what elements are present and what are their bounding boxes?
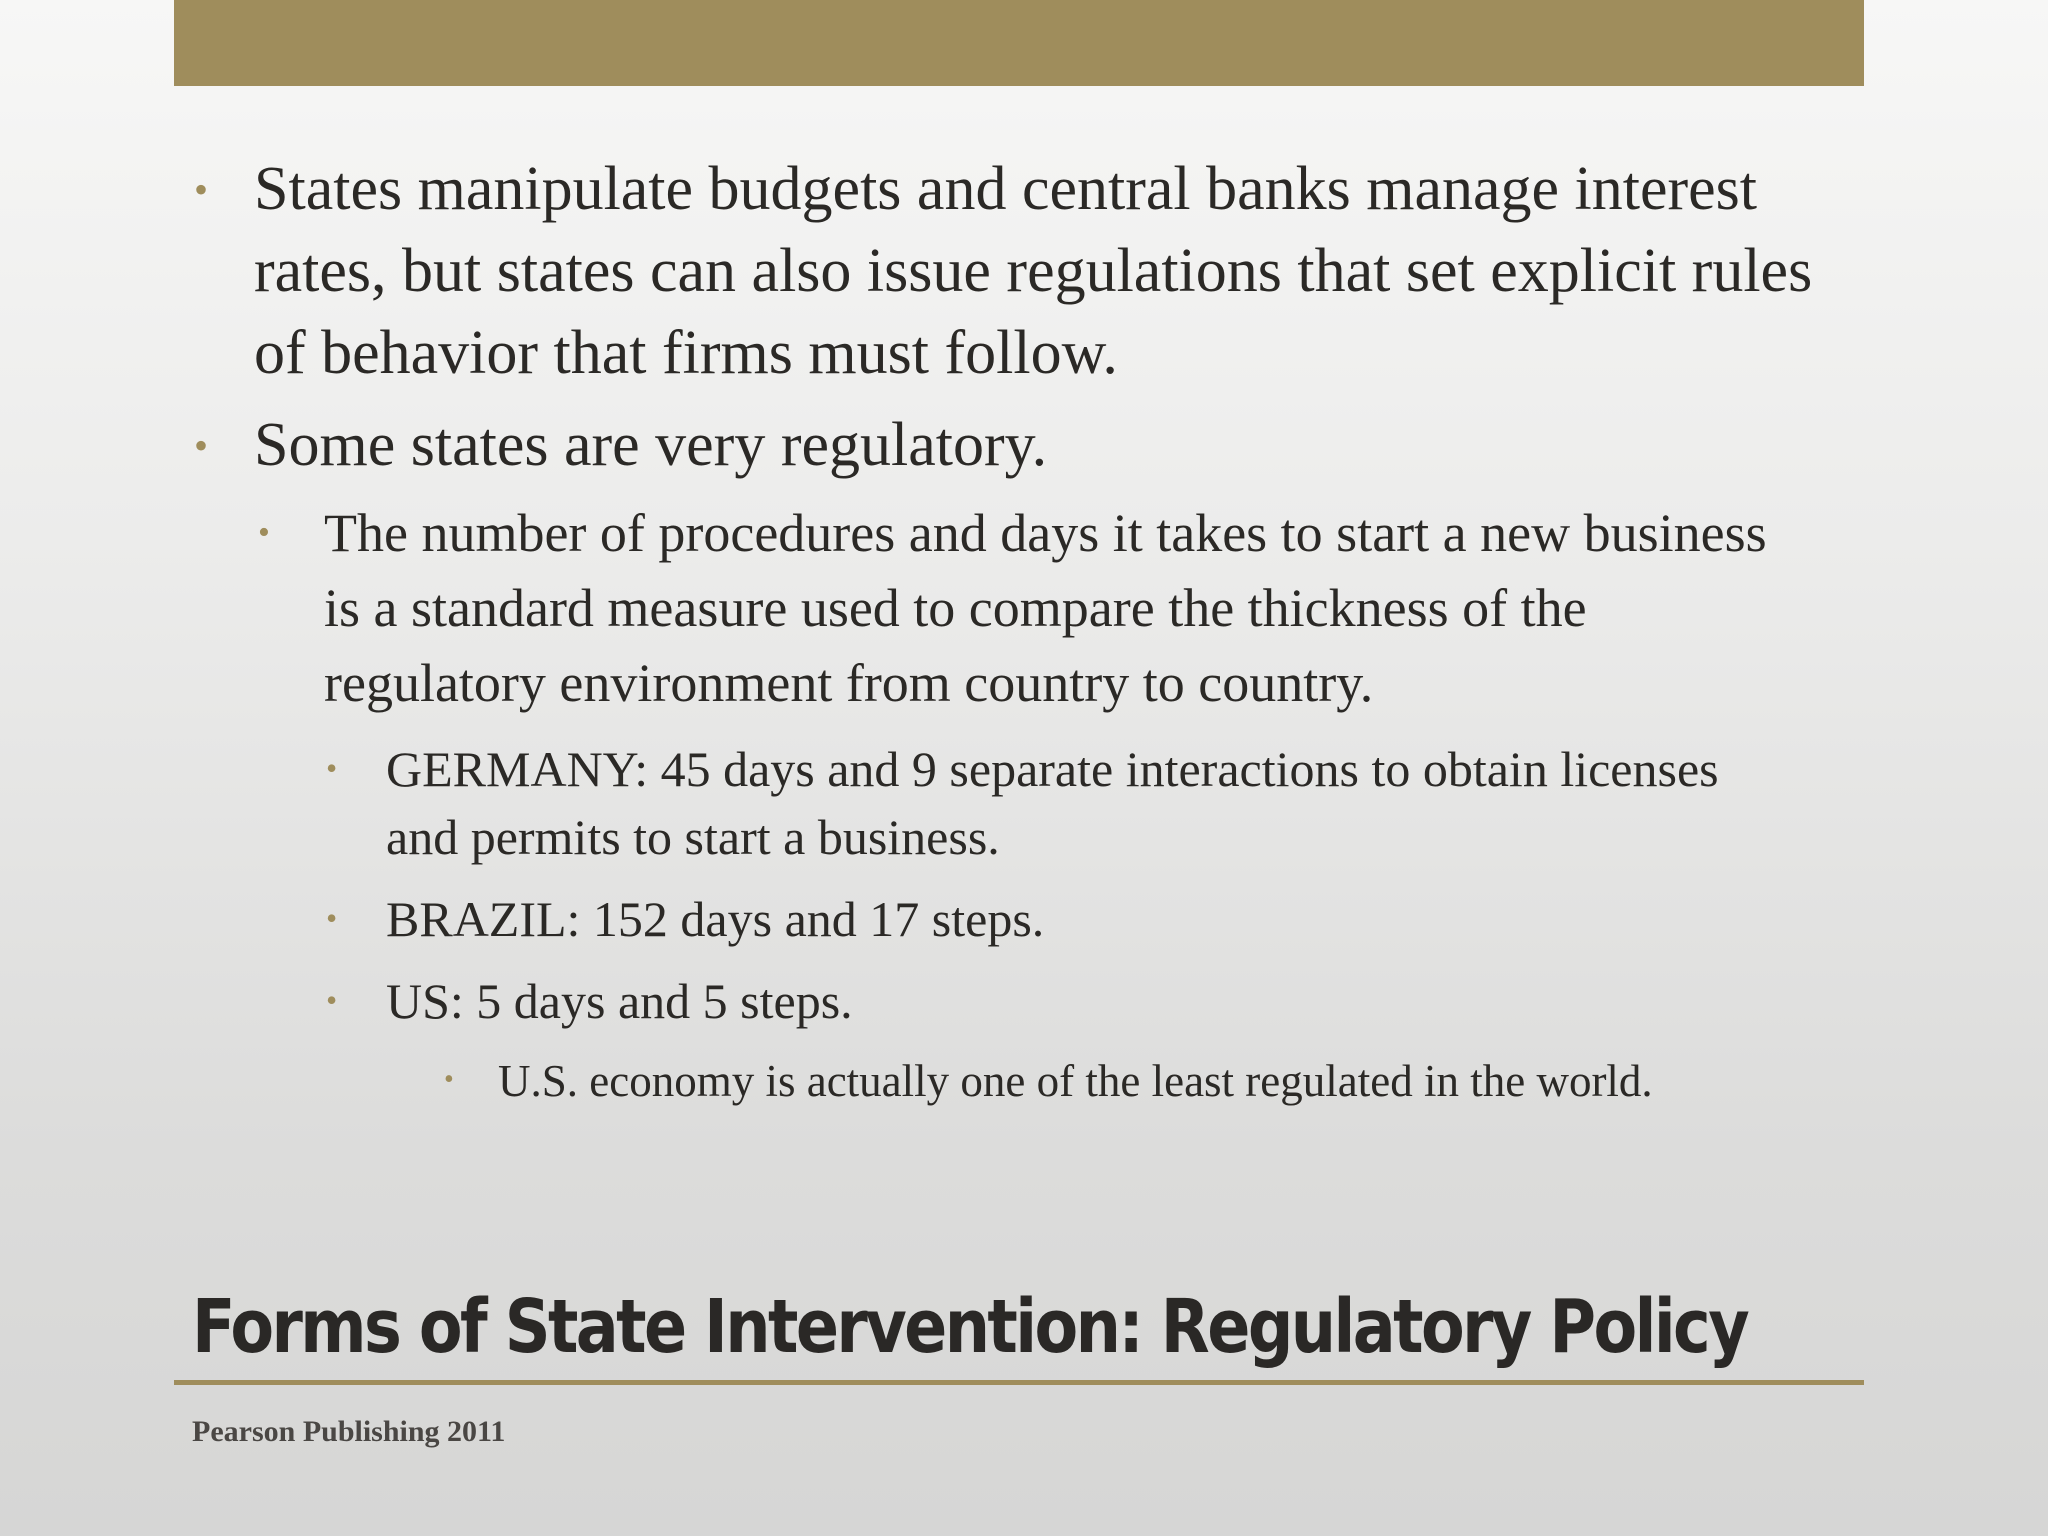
bullet-text: The number of procedures and days it takes to start a new business is a standard measure used to compare the thickness of the regulatory environment from country to country. [324,503,1767,713]
bullet-text: States manipulate budgets and central banks manage interest rates, but states can also issue regulations that set explicit rules of behavior that firms must follow. [254,155,1813,387]
title-underline [174,1380,1864,1385]
bullet-level-3 [324,967,1864,1035]
footer-credit: Pearson Publishing 2011 [192,1415,506,1448]
bullet-dot-icon: • [258,514,270,551]
bullet-text: Some states are very regulatory. [254,411,1048,479]
bullet-dot-icon: • [326,982,338,1018]
bullet-dot-icon: • [194,423,209,468]
bullet-text: U.S. economy is actually one of the least regulated in the world. [498,1056,1653,1106]
bullet-text: US: 5 days and 5 steps. [386,973,853,1029]
slide-title: Forms of State Intervention: Regulatory Policy [192,1284,1748,1370]
bullet-dot-icon: • [326,750,338,786]
bullet-level-3 [324,885,1864,953]
bullet-level-1 [174,148,1864,394]
bullet-level-2 [254,496,1864,721]
bullet-level-3 [324,735,1864,871]
bullet-dot-icon: • [194,167,209,212]
bullet-level-1 [174,404,1864,486]
bullet-dot-icon: • [444,1064,454,1095]
top-accent-bar [174,0,1864,86]
bullet-level-4 [444,1051,1864,1111]
bullet-text: BRAZIL: 152 days and 17 steps. [386,891,1045,947]
slide-body [174,148,1864,1111]
bullet-text: GERMANY: 45 days and 9 separate interactions to obtain licenses and permits to start a business. [386,741,1719,865]
bullet-dot-icon: • [326,900,338,936]
